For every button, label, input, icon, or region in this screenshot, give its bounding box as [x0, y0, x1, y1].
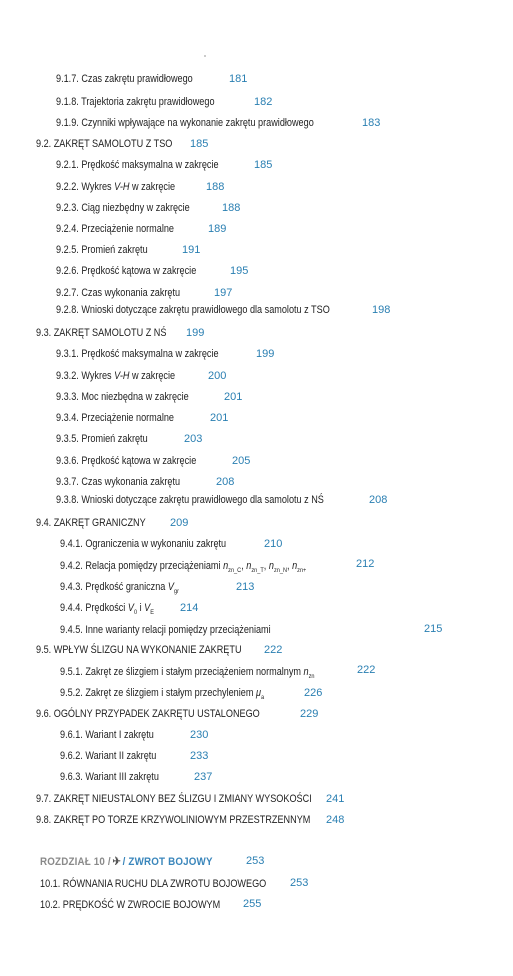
toc-chapter — [40, 852, 213, 872]
toc-page-number: 241 — [326, 793, 345, 805]
toc-section-label: 9.5. WPŁYW ŚLIZGU NA WYKONANIE ZAKRĘTU — [36, 644, 242, 656]
toc-page-number: 185 — [254, 159, 273, 171]
toc-entry — [56, 198, 190, 218]
toc-page-number: 237 — [194, 771, 213, 783]
toc-page-number: 195 — [230, 265, 249, 277]
toc-page-number: 182 — [254, 96, 273, 108]
toc-entry-label: 9.3.8. Wnioski dotyczące zakrętu prawidłowego dla samolotu z NŚ — [56, 494, 324, 506]
toc-entry-label: 9.5.1. Zakręt ze ślizgiem i stałym przeciążeniem normalnym — [60, 666, 304, 678]
toc-entry — [56, 92, 215, 112]
toc-page-number: 203 — [184, 433, 203, 445]
toc-entry-label: 9.3.5. Promień zakrętu — [56, 433, 148, 445]
velocity-symbol: V — [127, 602, 134, 614]
toc-entry — [56, 219, 174, 239]
toc-page-number: 199 — [256, 348, 275, 360]
toc-section — [40, 874, 266, 894]
toc-entry-label: 9.4.1. Ograniczenia w wykonaniu zakrętu — [60, 538, 227, 550]
toc-page-number: 248 — [326, 814, 345, 826]
toc-entry-label-italic: V-H — [114, 370, 130, 382]
load-factor-symbol: n — [292, 560, 298, 572]
toc-page-number: 230 — [190, 729, 209, 741]
toc-entry-label: 9.3.7. Czas wykonania zakrętu — [56, 476, 181, 488]
toc-entry — [56, 155, 219, 175]
toc-page-number: 212 — [356, 558, 375, 570]
toc-entry — [56, 429, 148, 449]
toc-page-number: 201 — [224, 391, 243, 403]
toc-entry — [56, 472, 180, 492]
toc-section-label: 9.2. ZAKRĘT SAMOLOTU Z TSO — [36, 138, 173, 150]
toc-entry — [56, 451, 196, 471]
toc-section — [36, 640, 242, 660]
toc-section-label: 9.7. ZAKRĘT NIEUSTALONY BEZ ŚLIZGU I ZMIANY WYSOKOŚCI — [36, 793, 312, 805]
toc-page-number: 189 — [208, 223, 227, 235]
toc-entry — [56, 387, 189, 407]
toc-page-number: 253 — [246, 855, 265, 867]
toc-page-number: 208 — [369, 494, 388, 506]
load-factor-symbol: n — [268, 560, 274, 572]
toc-entry-label: 9.2.5. Promień zakrętu — [56, 244, 148, 256]
toc-entry-label: 9.4.2. Relacja pomiędzy przeciążeniami — [60, 560, 221, 572]
toc-entry — [60, 577, 179, 597]
toc-page-number: 188 — [222, 202, 241, 214]
toc-entry — [56, 490, 324, 510]
toc-page-number: 222 — [264, 644, 283, 656]
bank-angle-symbol: μ — [255, 687, 261, 699]
toc-page-number: 208 — [216, 476, 235, 488]
toc-entry-label: 9.1.9. Czynniki wpływające na wykonanie zakrętu prawidłowego — [56, 117, 314, 129]
velocity-subscript: 0 — [133, 609, 138, 617]
toc-page-number: 188 — [206, 181, 225, 193]
load-factor-symbol: n — [303, 666, 309, 678]
toc-entry-label-suffix: w zakręcie — [129, 181, 176, 193]
toc-entry-label-suffix: w zakręcie — [129, 370, 176, 382]
toc-entry — [60, 662, 315, 682]
toc-page-number: 214 — [180, 602, 199, 614]
toc-section — [36, 513, 146, 533]
toc-entry — [56, 300, 330, 320]
toc-page-number: 199 — [186, 327, 205, 339]
toc-entry — [60, 767, 159, 787]
toc-entry-label: 9.1.8. Trajektoria zakrętu prawidłowego — [56, 96, 215, 108]
toc-section — [36, 134, 172, 154]
load-factor-subscript: zn_T — [251, 567, 264, 575]
toc-section-label: 9.3. ZAKRĘT SAMOLOTU Z NŚ — [36, 327, 167, 339]
toc-section-label: 10.1. RÓWNANIA RUCHU DLA ZWROTU BOJOWEGO — [40, 878, 267, 890]
toc-page-number: 226 — [304, 687, 323, 699]
toc-page-number: 213 — [236, 581, 255, 593]
toc-page-number: 191 — [182, 244, 201, 256]
velocity-symbol: V — [167, 581, 174, 593]
chapter-label: ROZDZIAŁ 10 / — [40, 856, 111, 868]
toc-entry — [60, 598, 154, 618]
velocity-symbol: V — [144, 602, 151, 614]
toc-page-number: 222 — [357, 664, 376, 676]
toc-section-label: 9.6. OGÓLNY PRZYPADEK ZAKRĘTU USTALONEGO — [36, 708, 260, 720]
toc-entry — [56, 261, 196, 281]
toc-page-number: 233 — [190, 750, 209, 762]
toc-entry — [60, 683, 264, 703]
toc-section — [36, 810, 310, 830]
toc-page-number: 183 — [362, 117, 381, 129]
toc-page-number: 185 — [190, 138, 209, 150]
toc-entry-label: 9.4.5. Inne warianty relacji pomiędzy przeciążeniami — [60, 624, 271, 636]
toc-page-number: 201 — [210, 412, 229, 424]
toc-page-number: 181 — [229, 73, 248, 85]
toc-entry-label: 9.5.2. Zakręt ze ślizgiem i stałym przechyleniem — [60, 687, 256, 699]
toc-page-number: 209 — [170, 517, 189, 529]
toc-entry-label: 9.3.6. Prędkość kątowa w zakręcie — [56, 455, 197, 467]
page-mark — [204, 55, 206, 57]
toc-entry — [56, 69, 193, 89]
toc-page-number: 215 — [424, 623, 443, 635]
toc-entry — [56, 240, 148, 260]
toc-section — [36, 323, 166, 343]
toc-entry-label: 9.4.4. Prędkości — [60, 602, 128, 614]
toc-section — [40, 895, 220, 915]
toc-entry-label: 9.2.6. Prędkość kątowa w zakręcie — [56, 265, 197, 277]
toc-entry-label: 9.2.2. Wykres — [56, 181, 115, 193]
toc-entry-label: 9.3.1. Prędkość maksymalna w zakręcie — [56, 348, 219, 360]
toc-page-number: 200 — [208, 370, 227, 382]
toc-entry — [60, 725, 154, 745]
toc-page-number: 253 — [290, 877, 309, 889]
toc-entry-label: 9.2.4. Przeciążenie normalne — [56, 223, 175, 235]
toc-entry-label: 9.6.3. Wariant III zakrętu — [60, 771, 159, 783]
toc-entry-label: 9.6.2. Wariant II zakrętu — [60, 750, 157, 762]
toc-page-number: 229 — [300, 708, 319, 720]
velocity-subscript: gr — [173, 588, 179, 596]
toc-entry-label: 9.2.1. Prędkość maksymalna w zakręcie — [56, 159, 219, 171]
toc-section — [36, 704, 260, 724]
toc-entry — [60, 620, 271, 640]
toc-page-number: 198 — [372, 304, 391, 316]
toc-entry-label: 9.4.3. Prędkość graniczna — [60, 581, 168, 593]
toc-section-label: 9.8. ZAKRĘT PO TORZE KRZYWOLINIOWYM PRZESTRZENNYM — [36, 814, 311, 826]
load-factor-subscript: zn — [308, 673, 315, 681]
toc-page-number: 255 — [243, 898, 262, 910]
conjunction: i — [137, 602, 145, 614]
toc-entry-label: 9.3.2. Wykres — [56, 370, 115, 382]
velocity-subscript: E — [150, 609, 154, 617]
load-factor-subscript: zn+ — [297, 567, 307, 575]
plane-icon: ✈ — [112, 856, 121, 868]
toc-entry — [56, 177, 175, 197]
toc-page-number: 210 — [264, 538, 283, 550]
toc-entry — [60, 746, 156, 766]
toc-page-number: 205 — [232, 455, 251, 467]
toc-page-number: 197 — [214, 287, 233, 299]
load-factor-symbol: n — [246, 560, 252, 572]
toc-section-label: 10.2. PRĘDKOŚĆ W ZWROCIE BOJOWYM — [40, 899, 221, 911]
toc-entry-label: 9.6.1. Wariant I zakrętu — [60, 729, 154, 741]
load-factor-symbol: n — [223, 560, 229, 572]
toc-entry-label: 9.1.7. Czas zakrętu prawidłowego — [56, 73, 193, 85]
toc-entry-label: 9.3.3. Moc niezbędna w zakręcie — [56, 391, 189, 403]
toc-entry-label: 9.2.8. Wnioski dotyczące zakrętu prawidłowego dla samolotu z TSO — [56, 304, 330, 316]
load-factor-subscript: zn_C — [228, 567, 242, 575]
toc-entry — [56, 408, 174, 428]
toc-section — [36, 789, 312, 809]
toc-entry — [56, 344, 219, 364]
toc-entry-label: 9.2.3. Ciąg niezbędny w zakręcie — [56, 202, 190, 214]
toc-entry-label: 9.3.4. Przeciążenie normalne — [56, 412, 175, 424]
toc-entry — [56, 113, 314, 133]
toc-entry-label: 9.2.7. Czas wykonania zakrętu — [56, 287, 181, 299]
toc-entry-label-italic: V-H — [114, 181, 130, 193]
toc-entry — [60, 534, 226, 554]
toc-entry — [56, 366, 175, 386]
toc-entry: 9.4.2. Relacja pomiędzy przeciążeniami $n_{zn\_C}$, $n_{zn\_T}$, $n_{zn\_N}$, $n_{zn+}$ — [60, 560, 307, 575]
load-factor-subscript: zn_N — [273, 567, 287, 575]
bank-angle-subscript: a — [260, 694, 265, 702]
chapter-title: / ZWROT BOJOWY — [122, 856, 213, 868]
toc-section-label: 9.4. ZAKRĘT GRANICZNY — [36, 517, 146, 529]
